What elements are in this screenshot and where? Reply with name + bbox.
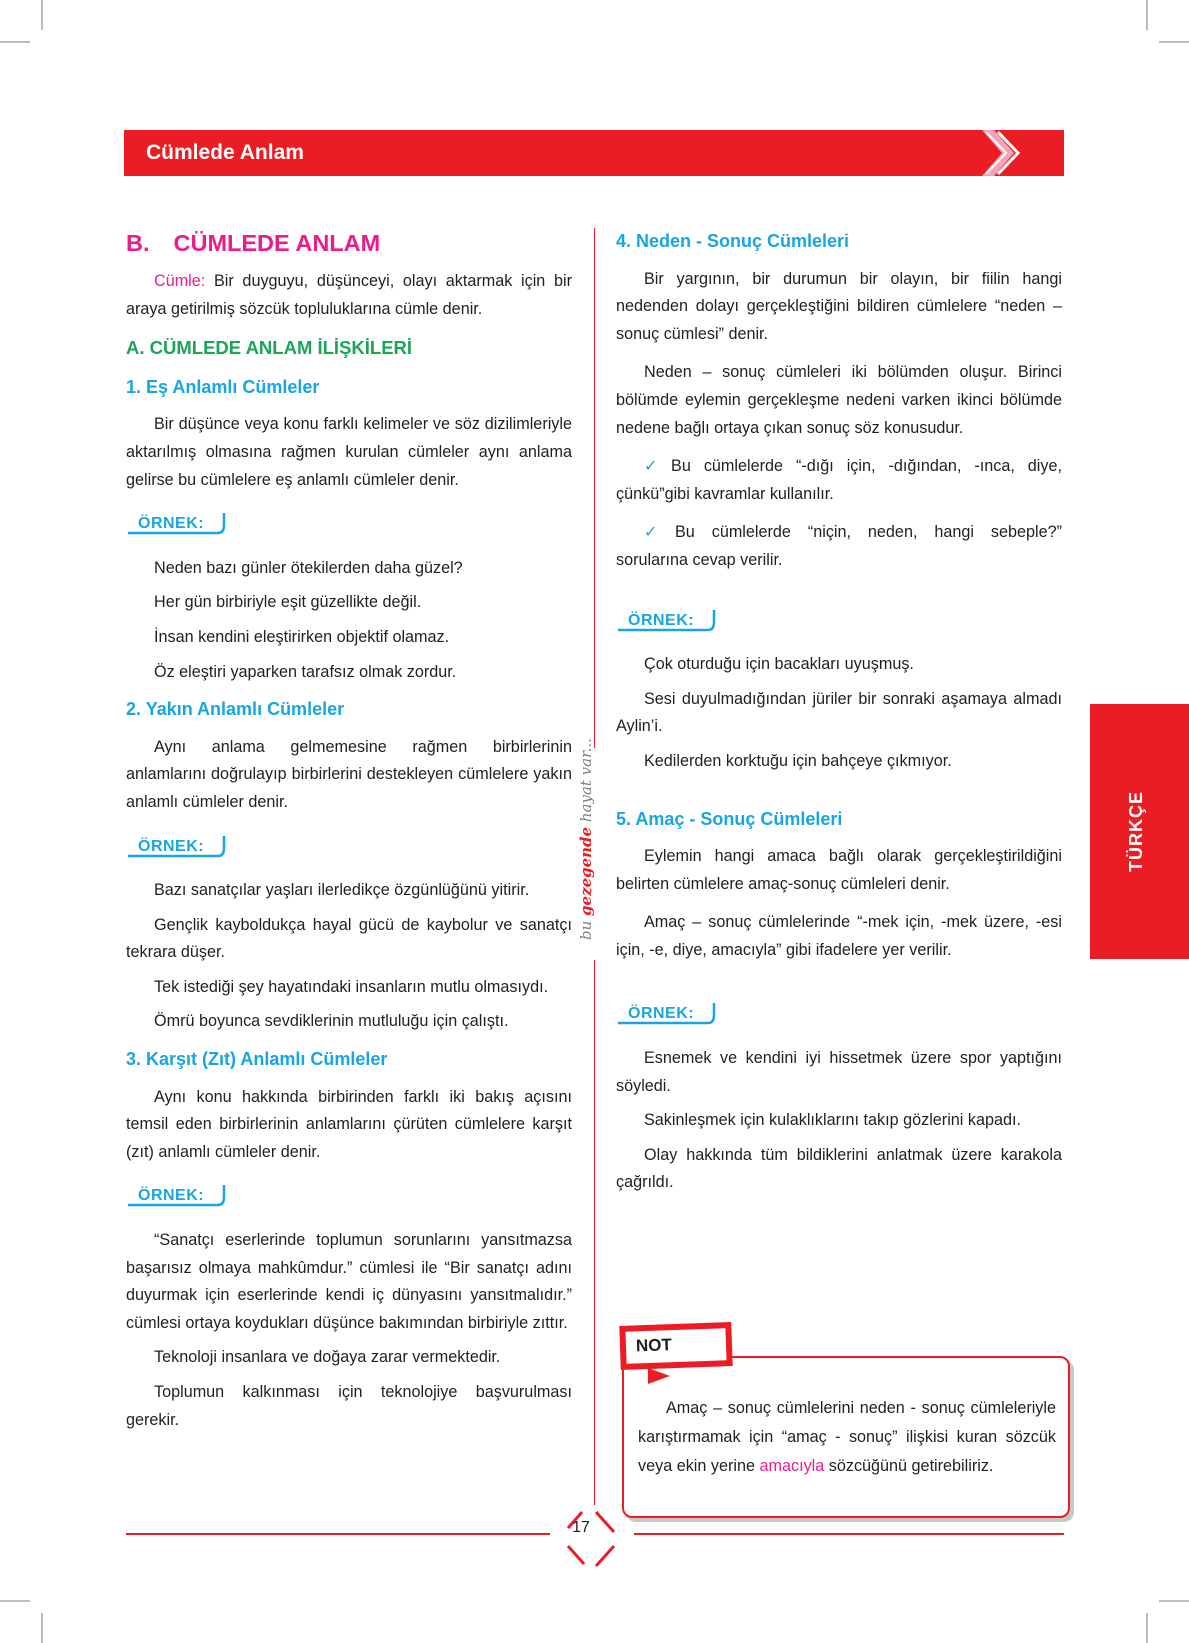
section-paragraph: Aynı konu hakkında birbirinden farklı iki bakış açısını temsil eden birbirlerinin anlamlarını çürüten cümlelere karşıt (zıt) anlamlı cümleler denir. [126, 1087, 572, 1161]
section-paragraph: Bir yargının, bir durumun bir olayın, bir fiilin hangi nedenden dolayı gerçekleştiğini bildiren cümlelere “neden – sonuç cümlesi” denir. [616, 269, 1062, 343]
note-tag: NOT [619, 1322, 732, 1370]
crop-mark [0, 1600, 30, 1602]
right-column [616, 228, 1062, 1204]
note-box [622, 1356, 1070, 1518]
definition-paragraph [126, 268, 572, 323]
main-heading [126, 228, 572, 258]
footer-line [126, 1533, 550, 1535]
example-label: ÖRNEK: [126, 832, 230, 858]
section-title: 1. Eş Anlamlı Cümleler [126, 376, 320, 397]
vertical-slogan: bu gezegende hayat var... [577, 738, 595, 940]
column-divider [594, 228, 595, 748]
sub-heading: A. CÜMLEDE ANLAM İLİŞKİLERİ [126, 337, 413, 359]
example-sentence: Neden bazı günler ötekilerden daha güzel? [154, 558, 463, 577]
section-paragraph: Bir düşünce veya konu farklı kelimeler ve söz dizilimleriyle aktarılmış olmasına rağmen kurulan cümleler aynı anlama gelirse bu cümlelere eş anlamlı cümleler denir. [126, 415, 572, 489]
example-sentence: Teknoloji insanlara ve doğaya zarar vermektedir. [154, 1348, 501, 1367]
example-label: ÖRNEK: [126, 509, 230, 535]
page-number-frame-icon [556, 1504, 626, 1574]
crop-mark [0, 41, 30, 43]
example-sentence: Öz eleştiri yaparken tarafsız olmak zordur. [154, 662, 457, 681]
example-sentence: Kedilerden korktuğu için bahçeye çıkmıyor. [644, 751, 952, 770]
footer-line [634, 1533, 1064, 1535]
section-title: 4. Neden - Sonuç Cümleleri [616, 231, 850, 251]
definition-text: Bir duyguyu, düşünceyi, olayı aktarmak için bir araya getirilmiş sözcük topluluklarına cümle denir. [126, 272, 572, 318]
section-paragraph: Eylemin hangi amaca bağlı olarak gerçekleştirildiğini belirten cümlelere amaç-sonuç cümleleri denir. [616, 847, 1062, 893]
example-sentence: Sesi duyulmadığından jüriler bir sonraki aşamaya almadı Aylin’i. [616, 689, 1062, 736]
check-item: ✓ Bu cümlelerde “-dığı için, -dığından, -ınca, diye, çünkü”gibi kavramlar kullanılır. [616, 457, 1062, 503]
page-number: 17 [572, 1519, 590, 1536]
example-sentence: Gençlik kayboldukça hayal gücü de kaybolur ve sanatçı tekrara düşer. [126, 915, 572, 962]
example-sentence: İnsan kendini eleştirirken objektif olamaz. [154, 627, 450, 646]
check-item: ✓ Bu cümlelerde “niçin, neden, hangi sebeple?” sorularına cevap verilir. [616, 523, 1062, 569]
check-icon: ✓ [644, 523, 670, 542]
section-paragraph: Neden – sonuç cümleleri iki bölümden oluşur. Birinci bölümde eylemin gerçekleşme nedeni varken ikinci bölümde nedene bağlı ortaya çıkan sonuç söz konusudur. [616, 363, 1062, 437]
chapter-header [124, 130, 1064, 176]
crop-mark [1159, 41, 1189, 43]
main-heading-number: B. [126, 230, 150, 256]
check-icon: ✓ [644, 457, 667, 476]
note-text: Amaç – sonuç cümlelerini neden - sonuç cümleleriyle karıştırmamak için “amaç - sonuç” ilişkisi kuran sözcük veya ekin yerine amacıyla sözcüğünü getirebiliriz. [638, 1399, 1056, 1475]
crop-mark [41, 1613, 43, 1643]
crop-mark [1146, 0, 1148, 30]
column-divider [594, 960, 595, 1505]
example-sentence: Tek istediği şey hayatındaki insanların mutlu olmasıydı. [154, 977, 549, 996]
example-label: ÖRNEK: [126, 1181, 230, 1207]
example-sentence: Olay hakkında tüm bildiklerini anlatmak üzere karakola çağrıldı. [616, 1145, 1062, 1192]
section-title: 2. Yakın Anlamlı Cümleler [126, 699, 345, 720]
example-label: ÖRNEK: [616, 999, 720, 1025]
left-column [126, 228, 572, 1441]
crop-mark [41, 0, 43, 30]
definition-label: Cümle: [154, 272, 206, 290]
section-title: 5. Amaç - Sonuç Cümleleri [616, 808, 843, 829]
example-sentence: Bazı sanatçılar yaşları ilerledikçe özgünlüğünü yitirir. [154, 881, 530, 900]
section-paragraph: Aynı anlama gelmemesine rağmen birbirlerinin anlamlarını doğrulayıp birbirlerini destekleyen cümlelere yakın anlamlı cümleler denir. [126, 737, 572, 811]
example-sentence: Toplumun kalkınması için teknolojiye başvurulması gerekir. [126, 1383, 572, 1429]
section-paragraph: Amaç – sonuç cümlelerinde “-mek için, -mek üzere, -esi için, -e, diye, amacıyla” gibi ifadelere yer verilir. [616, 913, 1062, 959]
example-label: ÖRNEK: [616, 606, 720, 632]
example-sentence: Çok oturduğu için bacakları uyuşmuş. [644, 655, 914, 674]
note-arrow-icon [648, 1368, 670, 1384]
section-title: 3. Karşıt (Zıt) Anlamlı Cümleler [126, 1049, 388, 1070]
example-sentence: Sakinleşmek için kulaklıklarını takıp gözlerini kapadı. [644, 1111, 1021, 1130]
double-chevron-icon [982, 130, 1042, 176]
example-sentence: Her gün birbiriyle eşit güzellikte değil. [154, 593, 422, 612]
example-sentence: Ömrü boyunca sevdiklerinin mutluluğu için çalıştı. [154, 1012, 509, 1031]
note-highlight: amacıyla [759, 1457, 825, 1475]
crop-mark [1159, 1600, 1189, 1602]
main-heading-text: CÜMLEDE ANLAM [173, 230, 381, 256]
example-sentence: “Sanatçı eserlerinde toplumun sorunlarını yansıtmazsa başarısız olmaya mahkûmdur.” cümlesi ile “Bir sanatçı adını duyurmak için eserlerinde kendi iç dünyasını yansıtmalıdır.” cümlesi ortaya koydukları düşünce bakımından birbiriyle zıttır. [126, 1231, 572, 1332]
crop-mark [1146, 1613, 1148, 1643]
example-sentence: Esnemek ve kendini iyi hissetmek üzere spor yaptığını söyledi. [616, 1049, 1062, 1095]
subject-tab: TÜRKÇE [1090, 704, 1189, 959]
chapter-title: Cümlede Anlam [146, 141, 304, 164]
